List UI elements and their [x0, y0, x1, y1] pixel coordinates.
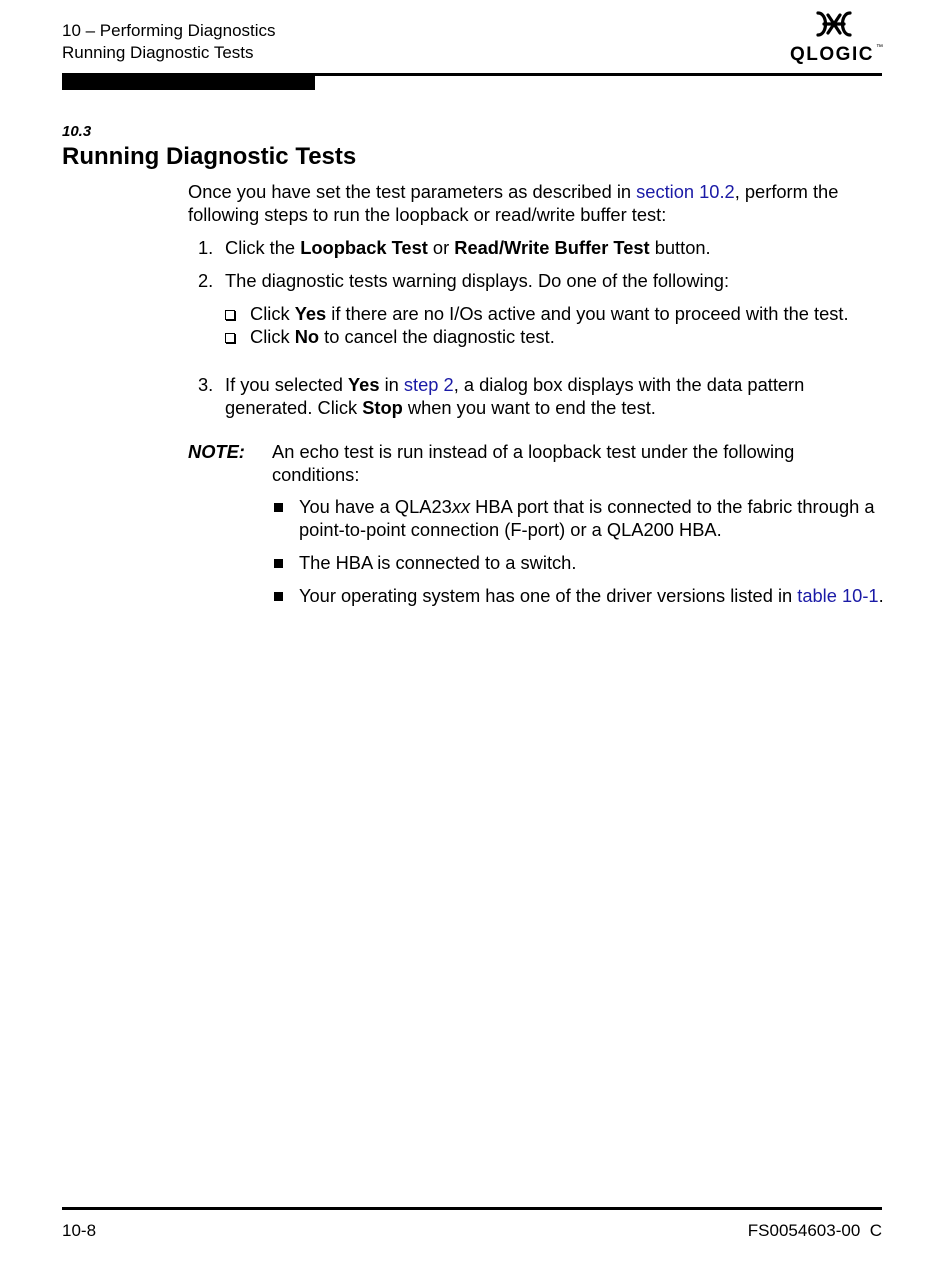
yes-label: Yes	[347, 374, 380, 395]
checkbox-bullet-icon	[225, 333, 235, 343]
step-number: 1.	[198, 237, 214, 258]
header-section: Running Diagnostic Tests	[62, 43, 254, 62]
step-number: 2.	[198, 270, 214, 291]
step-2-link[interactable]: step 2	[403, 374, 454, 395]
option-text: Click Yes if there are no I/Os active and you want to proceed with the test.	[250, 303, 849, 324]
logo-trademark: ™	[876, 44, 883, 51]
section-10-2-link[interactable]: section 10.2	[636, 181, 735, 202]
loopback-test-label: Loopback Test	[300, 237, 428, 258]
intro-text-start: Once you have set the test parameters as described in	[188, 181, 637, 202]
bullet-text: Your operating system has one of the driver versions listed in table 10-1.	[299, 585, 884, 606]
step-text: If you selected Yes in step 2, a dialog box displays with the data pattern generated. Click Stop when you want to end the test.	[225, 374, 805, 418]
logo-wordmark: QLOGIC	[790, 44, 874, 65]
stop-label: Stop	[362, 397, 403, 418]
table-10-1-link[interactable]: table 10-1	[797, 585, 879, 606]
yes-label: Yes	[294, 303, 327, 324]
note-text: An echo test is run instead of a loopback test under the following conditions:	[272, 441, 795, 485]
bullet-text: The HBA is connected to a switch.	[299, 552, 577, 573]
section-number: 10.3	[62, 123, 92, 140]
intro-paragraph	[188, 180, 888, 226]
intro-text-end: , perform the following steps to run the loopback or read/write buffer test:	[188, 181, 839, 225]
no-label: No	[294, 326, 320, 347]
bullet-text: You have a QLA23xx HBA port that is connected to the fabric through a point-to-point connection (F-port) or a QLA200 HBA.	[299, 496, 875, 540]
note-label: NOTE:	[188, 441, 245, 462]
option-text: Click No to cancel the diagnostic test.	[250, 326, 555, 347]
qlogic-logo-icon	[814, 10, 854, 38]
square-bullet-icon	[274, 559, 283, 568]
step-text: The diagnostic tests warning displays. Do one of the following:	[225, 270, 730, 291]
step-number: 3.	[198, 374, 214, 395]
read-write-buffer-test-label: Read/Write Buffer Test	[454, 237, 650, 258]
page-number: 10-8	[62, 1221, 97, 1240]
section-title: Running Diagnostic Tests	[62, 143, 357, 170]
footer-rule	[62, 1207, 882, 1210]
header-rule-tab	[62, 76, 315, 90]
qlogic-logo	[788, 8, 882, 66]
header-chapter: 10 – Performing Diagnostics	[62, 21, 276, 40]
checkbox-bullet-icon	[225, 310, 235, 320]
italic-xx: xx	[451, 496, 471, 517]
square-bullet-icon	[274, 592, 283, 601]
document-number: FS0054603-00 C	[747, 1221, 882, 1240]
square-bullet-icon	[274, 503, 283, 512]
step-text: Click the Loopback Test or Read/Write Buffer Test button.	[225, 237, 711, 258]
